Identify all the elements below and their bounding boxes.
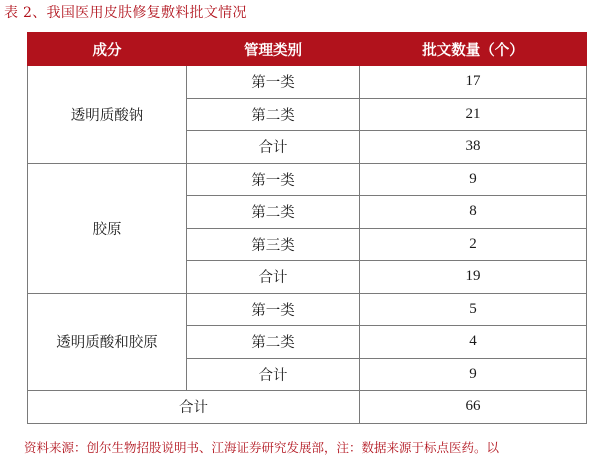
count-cell: 9 (360, 163, 587, 196)
approvals-table (27, 32, 587, 424)
ingredient-cell: 胶原 (28, 163, 187, 293)
category-cell: 第二类 (187, 196, 360, 229)
count-cell: 2 (360, 228, 587, 261)
header-ingredient: 成分 (28, 33, 187, 66)
category-cell: 第三类 (187, 228, 360, 261)
total-count: 66 (360, 391, 587, 424)
source-note: 资料来源：创尔生物招股说明书、江海证券研究发展部，注：数据来源于标点医药。以 (24, 440, 500, 455)
count-cell: 19 (360, 261, 587, 294)
total-label: 合计 (28, 391, 360, 424)
category-cell: 第二类 (187, 98, 360, 131)
table-title: 表 2、我国医用皮肤修复敷料批文情况 (4, 5, 247, 21)
category-cell: 合计 (187, 131, 360, 164)
category-cell: 合计 (187, 358, 360, 391)
table-row (28, 163, 587, 196)
table-row (28, 293, 587, 326)
table-header-row (28, 33, 587, 66)
category-cell: 第二类 (187, 326, 360, 359)
ingredient-cell: 透明质酸钠 (28, 66, 187, 164)
count-cell: 9 (360, 358, 587, 391)
header-category: 管理类别 (187, 33, 360, 66)
category-cell: 合计 (187, 261, 360, 294)
count-cell: 17 (360, 66, 587, 99)
category-cell: 第一类 (187, 66, 360, 99)
ingredient-cell: 透明质酸和胶原 (28, 293, 187, 391)
count-cell: 21 (360, 98, 587, 131)
count-cell: 38 (360, 131, 587, 164)
count-cell: 4 (360, 326, 587, 359)
total-row (28, 391, 587, 424)
count-cell: 5 (360, 293, 587, 326)
category-cell: 第一类 (187, 163, 360, 196)
count-cell: 8 (360, 196, 587, 229)
header-count: 批文数量（个） (360, 33, 587, 66)
category-cell: 第一类 (187, 293, 360, 326)
table-row (28, 66, 587, 99)
